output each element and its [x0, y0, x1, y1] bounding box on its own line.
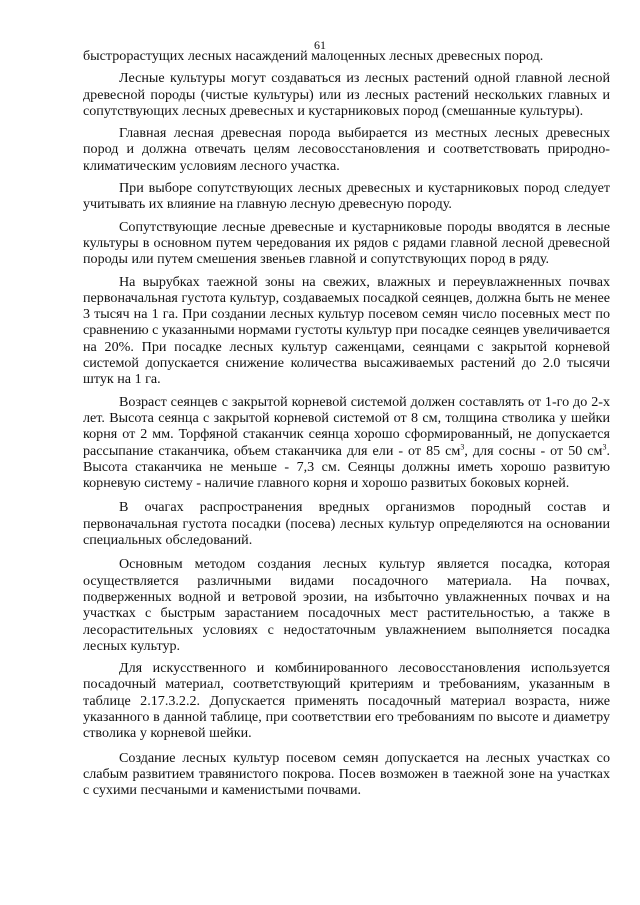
paragraph-sowing: Создание лесных культур посевом семян допускается на лесных участках со слабым развитием травянистого покрова. Посев возможен в таежной зоне на участках с сухими песчаными и каменистыми почвами.	[83, 749, 610, 799]
paragraph-forest-cultures-types: Лесные культуры могут создаваться из лесных растений одной главной лесной древесной породы (чистые культуры) или из лесных растений нескольких главных и сопутствующих лесных древесных и кустарниковых пород (смешанные культуры).	[83, 70, 610, 119]
paragraph-planting-density: На вырубках таежной зоны на свежих, влажных и переувлажненных почвах первоначальная густота культур, создаваемых посадкой сеянцев, должна быть не менее 3 тысяч на 1 га. При создании лесных культур посевом семян число посевных мест по сравнению с указанными нормами густоты культур при посадке сеянцев увеличивается на 20%. При посадке лесных культур саженцами, сеянцами с закрытой корневой системой допускается снижение количества высаживаемых растений до 2.0 тысячи штук на 1 га.	[83, 273, 610, 388]
cubic-superscript-a: 3	[460, 441, 465, 451]
paragraph-seedling-age	[83, 394, 610, 492]
seedling-text-part-a: Возраст сеянцев с закрытой корневой системой должен составлять от 1-го до 2-х лет. Высота сеянца с закрытой корневой системой от 8 см, толщина стволика у шейки корня от 2 мм. Торфяной стаканчик сеянца хорошо сформированный, не допускается рассыпание стаканчика, объем стаканчика для ели - от 85 см	[83, 393, 610, 459]
paragraph-companion-species-choice: При выборе сопутствующих лесных древесных и кустарниковых пород следует учитывать их влияние на главную лесную древесную породу.	[83, 180, 610, 213]
paragraph-planting-material: Для искусственного и комбинированного лесовосстановления используется посадочный материал, соответствующий критериям и требованиям, указанным в таблице 2.17.3.2.2. Допускается применять посадочный материал возраста, ниже указанного в данной таблице, при соответствии его требованиям по высоте и диаметру стволика у корневой шейки.	[83, 660, 610, 742]
paragraph-continuation: быстрорастущих лесных насаждений малоценных лесных древесных пород.	[83, 48, 544, 64]
paragraph-main-species: Главная лесная древесная порода выбирается из местных лесных древесных пород и должна отвечать целям лесовосстановления и соответствовать природно-климатическим условиям лесного участка.	[83, 125, 610, 174]
page-number: 61	[314, 38, 326, 52]
document-body	[83, 48, 610, 804]
seedling-text-part-b: , для сосны - от 50 см	[464, 442, 603, 459]
paragraph-planting-method: Основным методом создания лесных культур является посадка, которая осуществляется различными видами посадочного материала. На почвах, подверженных водной и ветровой эрозии, на избыточно увлажненных почвах и на участках с быстрым зарастанием посадочных мест растительностью, а также в лесорастительных условиях с недостаточным увлажнением выполняется посадка лесных культур.	[83, 556, 610, 654]
paragraph-pest-outbreaks: В очагах распространения вредных организмов породный состав и первоначальная густота посадки (посева) лесных культур определяются на основании специальных обследований.	[83, 499, 610, 549]
seedling-text-part-c: . Высота стаканчика не меньше - 7,3 см. Сеянцы должны иметь хорошо развитую корневую систему - наличие главного корня и хорошо развитых боковых корней.	[83, 442, 610, 492]
cubic-superscript-b: 3	[602, 441, 607, 451]
paragraph-companion-species-introduction: Сопутствующие лесные древесные и кустарниковые породы вводятся в лесные культуры в основном путем чередования их рядов с рядами главной лесной древесной породы или путем смешения звеньев главной и сопутствующих пород в ряду.	[83, 218, 610, 268]
